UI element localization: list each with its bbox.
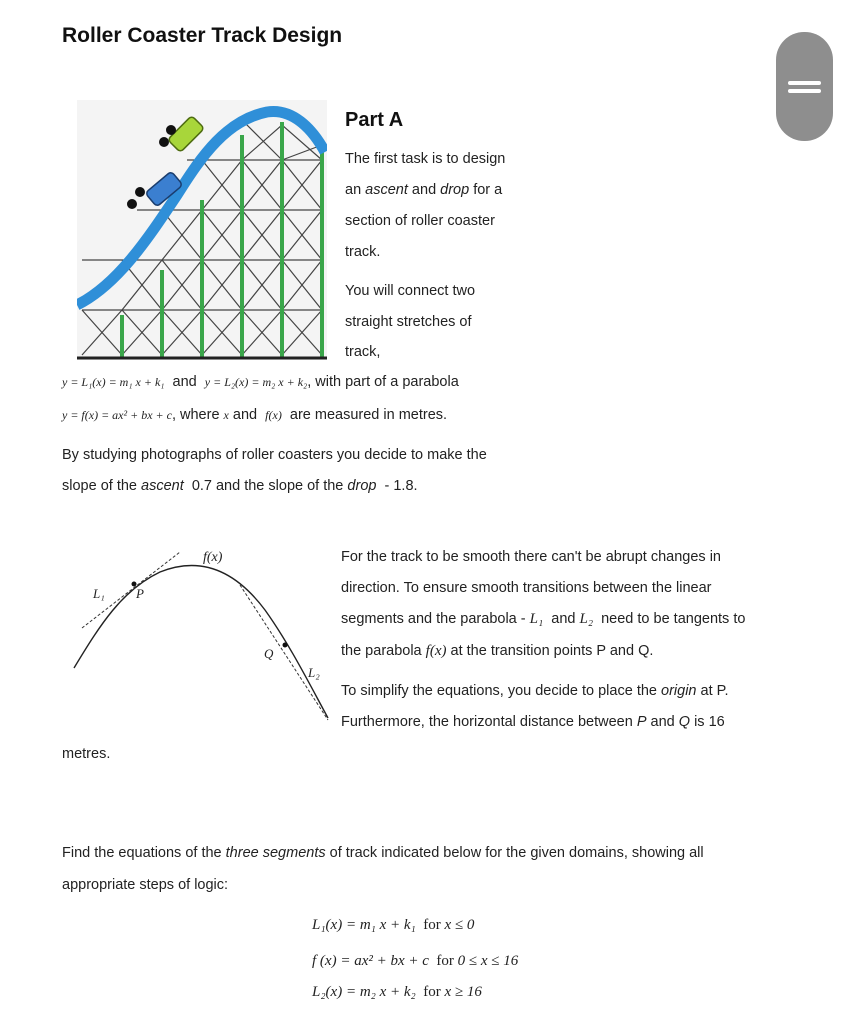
menu-bar-icon — [788, 89, 821, 93]
tangent-L2 — [240, 585, 328, 720]
Q-label: Q — [264, 646, 274, 661]
L2-label: L₂ — [308, 665, 320, 680]
connect-line-1: You will connect two — [345, 283, 476, 299]
page-title: Roller Coaster Track Design — [62, 24, 343, 47]
smooth-line-5: To simplify the equations, you decide to place the origin at P. — [341, 683, 729, 699]
side-menu-button[interactable] — [776, 32, 833, 141]
parabola-diagram — [60, 540, 340, 730]
smooth-line-1: For the track to be smooth there can't be abrupt changes in — [341, 549, 721, 565]
L1-label: L₁ — [93, 586, 105, 601]
intro-line-3: section of roller coaster — [345, 213, 495, 229]
point-Q — [283, 643, 288, 648]
f-label: f(x) — [203, 550, 223, 565]
intro-line-1: The first task is to design — [345, 151, 506, 167]
parabola-definition-line: y = f(x) = ax² + bx + c, where x and f(x) are measured in metres. — [62, 407, 448, 423]
task-line-1: Find the equations of the three segments of track indicated below for the given domains, showing all — [62, 845, 704, 861]
line-definitions: y = L₁(x) = m₁ x + k₁ and y = L₂(x) = m₂ x + k₂, with part of a parabola — [62, 374, 459, 390]
slopes-line-1: By studying photographs of roller coasters you decide to make the — [62, 447, 487, 463]
connect-line-2: straight stretches of — [345, 314, 472, 330]
smooth-line-4: the parabola f(x) at the transition points P and Q. — [341, 643, 654, 659]
connect-line-3: track, — [345, 344, 381, 360]
smooth-line-3: segments and the parabola - L₁ and L₂ need to be tangents to — [341, 611, 746, 627]
segment-f: f (x) = ax² + bx + c for 0 ≤ x ≤ 16 — [312, 953, 519, 969]
slopes-line-2: slope of the ascent 0.7 and the slope of the drop - 1.8. — [62, 478, 418, 494]
intro-line-4: track. — [345, 244, 381, 260]
intro-line-2: an ascent and drop for a — [345, 182, 503, 198]
parabola-curve — [74, 566, 328, 718]
L2-definition: y = L₂(x) = m₂ x + k₂ — [204, 375, 308, 389]
segment-L1: L₁(x) = m₁ x + k₁ for x ≤ 0 — [312, 917, 475, 933]
task-line-2: appropriate steps of logic: — [62, 877, 229, 893]
metres-line: metres. — [62, 746, 111, 762]
smooth-line-2: direction. To ensure smooth transitions between the linear — [341, 580, 712, 596]
P-label: P — [136, 586, 144, 601]
menu-bar-icon — [788, 81, 821, 85]
segment-L2: L₂(x) = m₂ x + k₂ for x ≥ 16 — [312, 984, 482, 1000]
smooth-line-6: Furthermore, the horizontal distance between P and Q is 16 — [341, 714, 725, 730]
L1-definition: y = L₁(x) = m₁ x + k₁ — [62, 375, 165, 389]
roller-coaster-illustration — [77, 100, 327, 360]
f-definition: y = f(x) = ax² + bx + c — [62, 408, 172, 422]
part-a-heading: Part A — [345, 109, 404, 131]
